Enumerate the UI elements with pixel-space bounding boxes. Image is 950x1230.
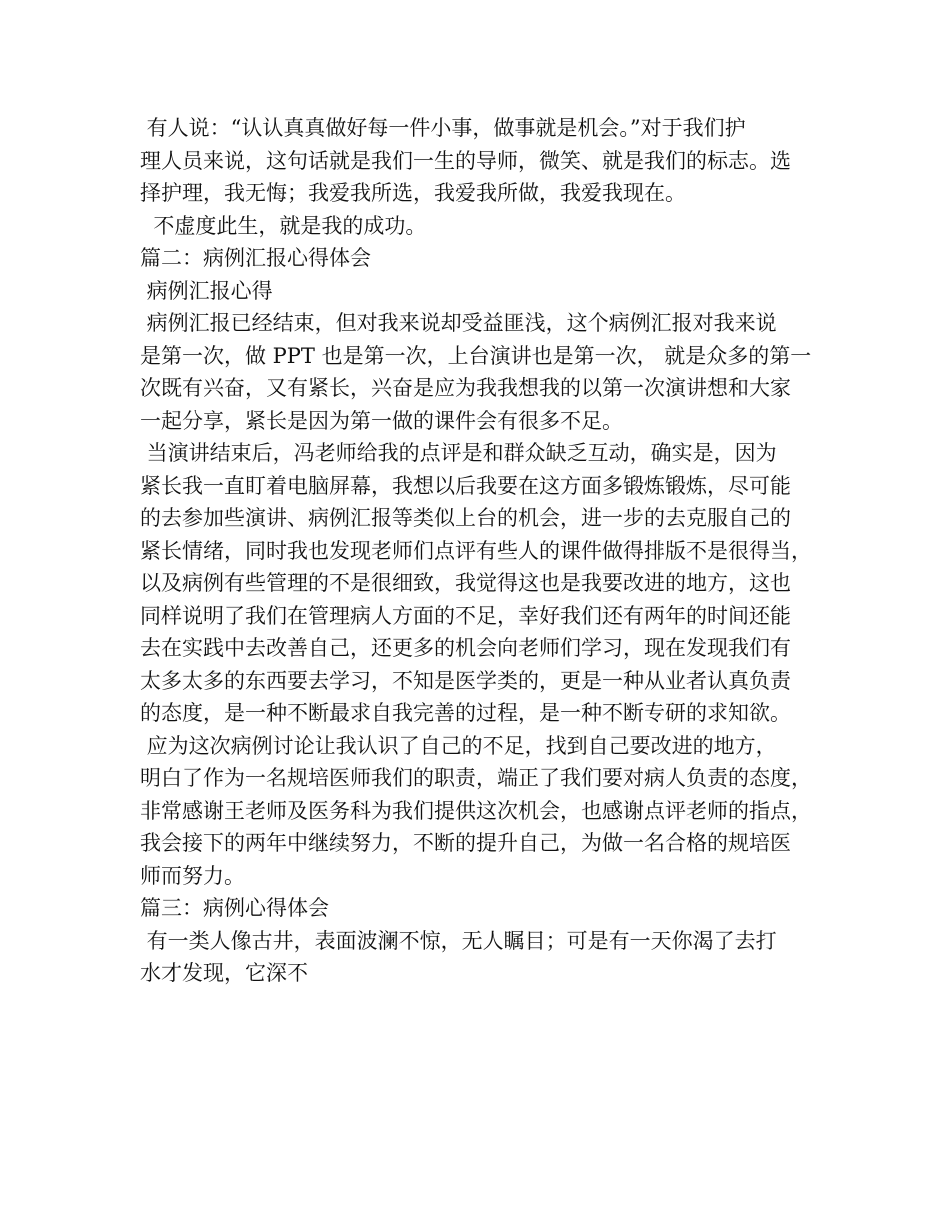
paragraph-line: 紧长情绪，同时我也发现老师们点评有些人的课件做得排版不是很得当， xyxy=(140,538,812,563)
paragraph-line: 太多太多的东西要去学习，不知是医学类的，更是一种从业者认真负责 xyxy=(140,668,791,693)
paragraph-line: 水才发现，它深不 xyxy=(140,961,308,985)
paragraph-line: 以及病例有些管理的不是很细致，我觉得这也是我要改进的地方，这也 xyxy=(140,571,791,595)
paragraph-line: 的去参加些演讲、病例汇报等类似上台的机会，进一步的去克服自己的 xyxy=(140,506,791,530)
paragraph-line: 我会接下的两年中继续努力，不断的提升自己，为做一名合格的规培医 xyxy=(140,831,791,855)
paragraph-line: 是第一次，做 PPT 也是第一次，上台演讲也是第一次， 就是众多的第一 xyxy=(140,343,812,368)
paragraph-line: 有一类人像古井，表面波澜不惊，无人瞩目；可是有一天你渴了去打 xyxy=(140,928,777,953)
paragraph-line: 的态度，是一种不断最求自我完善的过程，是一种不断专研的求知欲。 xyxy=(140,701,791,725)
paragraph-line: 紧长我一直盯着电脑屏幕，我想以后我要在这方面多锻炼锻炼，尽可能 xyxy=(140,473,791,498)
paragraph-line: 一起分享，紧长是因为第一做的课件会有很多不足。 xyxy=(140,408,623,433)
paragraph-line: 理人员来说，这句话就是我们一生的导师，微笑、就是我们的标志。选 xyxy=(140,148,791,173)
section-heading: 篇三：病例心得体会 xyxy=(140,896,329,920)
document-body xyxy=(140,112,820,990)
paragraph-line: 病例汇报已经结束，但对我来说却受益匪浅，这个病例汇报对我来说 xyxy=(140,311,777,335)
paragraph-line: 当演讲结束后，冯老师给我的点评是和群众缺乏互动，确实是，因为 xyxy=(140,441,777,465)
subsection-title: 病例汇报心得 xyxy=(140,278,273,303)
paragraph-line: 次既有兴奋，又有紧长，兴奋是应为我我想我的以第一次演讲想和大家 xyxy=(140,376,791,400)
paragraph-line: 不虚度此生，就是我的成功。 xyxy=(140,213,427,238)
section-heading: 篇二：病例汇报心得体会 xyxy=(140,246,371,270)
paragraph-line: 同样说明了我们在管理病人方面的不足，幸好我们还有两年的时间还能 xyxy=(140,603,791,628)
paragraph-line: 择护理，我无悔；我爱我所选，我爱我所做，我爱我现在。 xyxy=(140,181,686,205)
paragraph-line: 有人说：“认认真真做好每一件小事，做事就是机会。”对于我们护 xyxy=(140,116,746,140)
paragraph-line: 明白了作为一名规培医师我们的职责，端正了我们要对病人负责的态度， xyxy=(140,766,812,790)
paragraph-line: 非常感谢王老师及医务科为我们提供这次机会，也感谢点评老师的指点， xyxy=(140,798,812,823)
paragraph-line: 师而努力。 xyxy=(140,863,245,888)
paragraph-line: 去在实践中去改善自己，还更多的机会向老师们学习，现在发现我们有 xyxy=(140,636,791,660)
paragraph-line: 应为这次病例讨论让我认识了自己的不足，找到自己要改进的地方， xyxy=(140,733,777,758)
